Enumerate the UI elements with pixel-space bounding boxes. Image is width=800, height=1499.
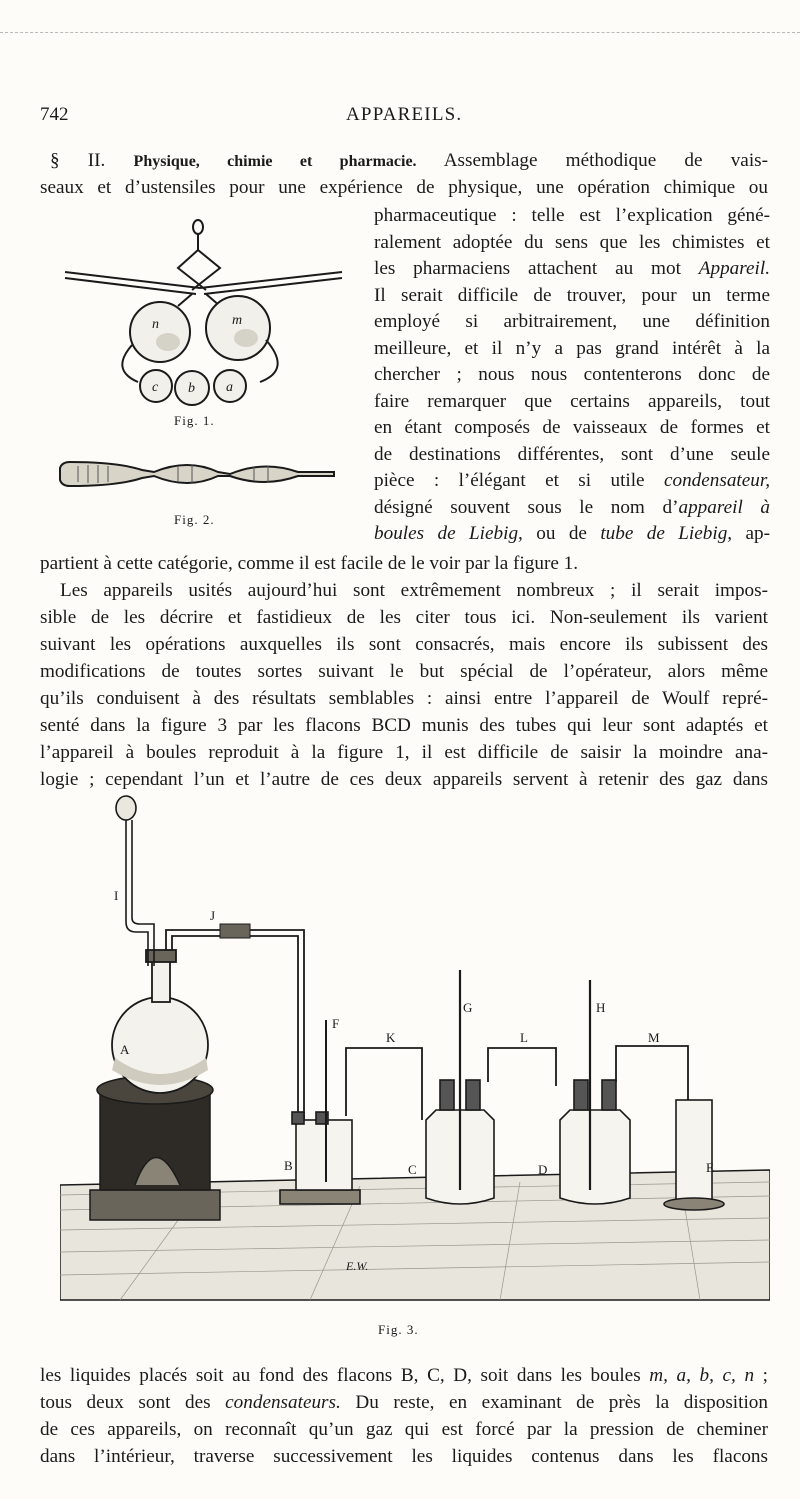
label-H: H <box>596 1000 606 1015</box>
label-B: B <box>284 1158 293 1173</box>
figure-3-woulf-apparatus <box>60 790 770 1310</box>
scan-edge <box>0 32 800 33</box>
label-I: I <box>114 888 119 903</box>
bulb-label-b: b <box>188 381 195 396</box>
intro-paragraph <box>40 147 768 201</box>
label-F: F <box>332 1016 340 1031</box>
label-C: C <box>408 1162 417 1177</box>
engraver-signature: E.W. <box>346 1259 369 1273</box>
figure-1-caption: Fig. 1. <box>174 413 215 428</box>
label-J: J <box>210 908 216 923</box>
label-M: M <box>648 1030 660 1045</box>
figure-2-caption: Fig. 2. <box>174 512 215 527</box>
section-title: Physique, chimie et pharmacie. <box>133 153 417 170</box>
label-K: K <box>386 1030 396 1045</box>
body-paragraph-1: partient à cette catégorie, comme il est facile de le voir par la figure 1. Les appareils usités aujourd’hui sont extrêmement nombreux ; il serait impos- sible de les décrire et fastidieux de les citer tous ici. Non-seulement ils varient suivant les opérations auxquelles ils sont consacrés, mais encore ils subissent des modifications de toutes sortes suivant le but spécial de l’opérateur, alors même qu’ils conduisent à des résultats semblables : ainsi entre l’appareil de Woulf repré- senté dans la figure 3 par les flacons BCD munis des tubes qui leur sont adaptés et l’appareil à boules reproduit à la figure 1, il est difficile de saisir la moindre ana- logie ; cependant l’un et l’autre de ces deux appareils servent à retenir des gaz dans <box>40 550 768 793</box>
intro-line-2: seaux et d’ustensiles pour une expérience de physique, une opération chimique ou <box>40 177 768 198</box>
label-A: A <box>120 1042 130 1057</box>
page-number: 742 <box>40 104 69 125</box>
figure-1-liebig-bulbs <box>60 210 350 420</box>
para1-last-line: partient à cette catégorie, comme il est facile de le voir par la figure 1. <box>40 553 579 574</box>
bulb-label-a: a <box>226 380 233 395</box>
bulb-label-n: n <box>152 317 159 332</box>
section-number: § II. <box>50 150 106 171</box>
body-paragraph-3: les liquides placés soit au fond des flacons B, C, D, soit dans les boules m, a, b, c, n ; tous deux sont des condensateurs. Du reste, en examinant de près la disposition de ces appareils, on reconnaît qu’un gaz qui est forcé par la pression de cheminer dans l’intérieur, traverse successivement les liquides contenus dans les flacons <box>40 1365 768 1467</box>
label-L: L <box>520 1030 528 1045</box>
figure-2-bulb-tube <box>58 454 338 494</box>
label-E: E <box>706 1160 714 1175</box>
label-G: G <box>463 1000 473 1015</box>
bulb-label-c: c <box>152 380 159 395</box>
intro-line-1: § II. Physique, chimie et pharmacie. Assemblage méthodique de vais- <box>50 150 768 171</box>
label-D: D <box>538 1162 548 1177</box>
bulb-label-m: m <box>232 313 243 328</box>
running-title: APPAREILS. <box>346 104 463 125</box>
right-column-text: pharmaceutique : telle est l’explication géné- ralement adoptée du sens que les chimistes et les pharmaciens attachent au mot Appareil. Il serait difficile de trouver, pour un terme employé si arbitrairement, une définition meilleure, et il n’y a pas grand intérêt à la chercher ; nous nous contenterons donc de faire remarquer que certains appareils, tout en étant composés de vaisseaux de formes et de destinations différentes, sont d’une seule pièce : l’élégant et si utile condensateur, désigné souvent sous le nom d’appareil à boules de Liebig, ou de tube de Liebig, ap- <box>374 205 770 544</box>
page-header <box>40 104 770 130</box>
figure-3-caption: Fig. 3. <box>378 1322 419 1337</box>
